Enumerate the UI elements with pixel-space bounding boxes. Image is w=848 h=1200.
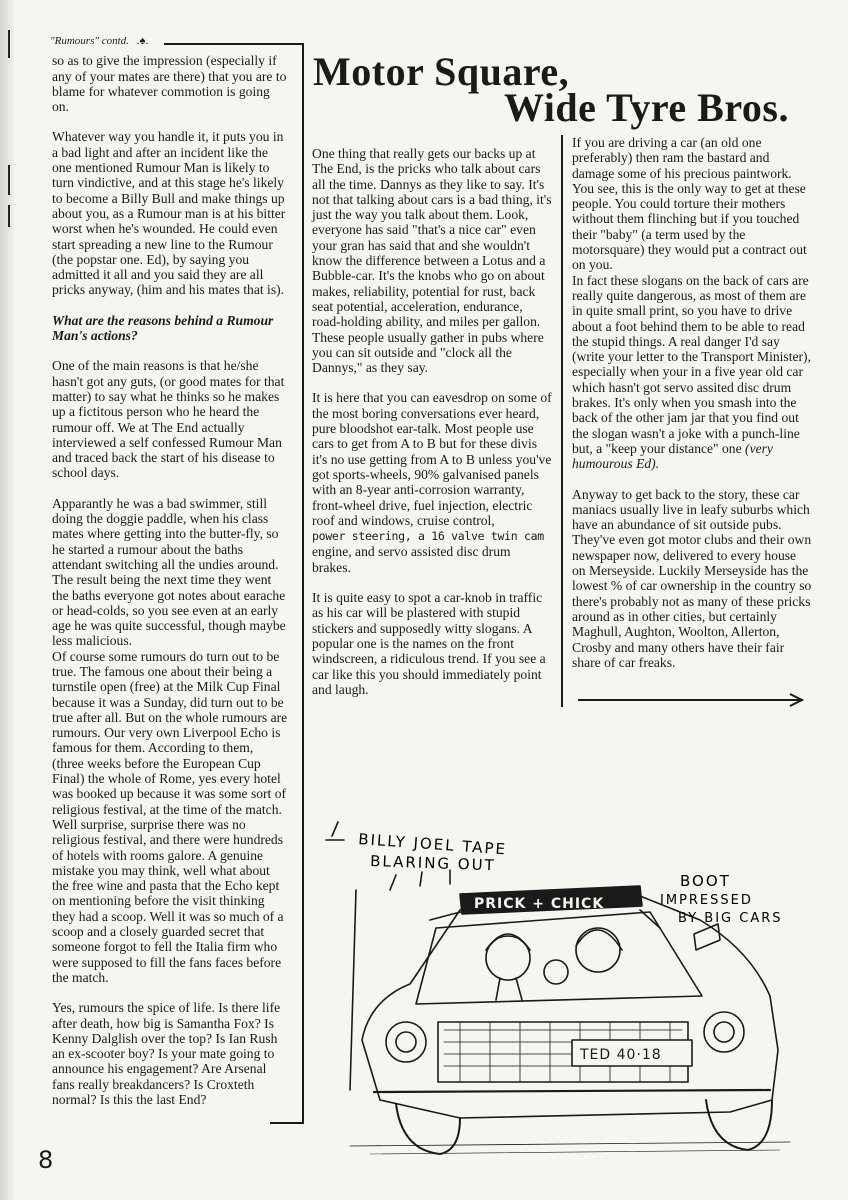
binding-mark [8, 165, 10, 195]
svg-text:BLARING OUT: BLARING OUT [369, 852, 497, 875]
svg-text:BILLY JOEL TAPE: BILLY JOEL TAPE [357, 830, 508, 859]
subheading: What are the reasons behind a Rumour Man's actions? [52, 312, 274, 344]
paragraph: One thing that really gets our backs up at The End, is the pricks who talk about cars all the time. Dannys as they like to say. It's not that talking about cars is a bad thing, it's just the way you talk about them. Look, everyone has said "that's a nice car" even your gran has said that and she wouldn't know the difference between a Lotus and a Bubble-car. It's the knobs who go on about makes, reliability, potential for rust, back seat potential, acceleration, endurance, road-holding ability, and miles per gallon. These people usually gather in pubs where you can sit outside and "clock all the Dannys," as they say. [312, 146, 552, 376]
paragraph: Whatever way you handle it, it puts you in a bad light and after an incident like the one mentioned Rumour Man is likely to turn vindictive, and at this stage he's likely to become a Billy Bull and make things up about you, as a Rumour man is at his bitter worst when he's wounded. He could even start spreading a new line to the Rumour (the popstar one. Ed), by saying you admitted it all and you said they are all pricks anyway, (him and his mates that is). [52, 129, 286, 298]
paragraph: Of course some rumours do turn out to be true. The famous one about their being a turnstile open (free) at the Milk Cup Final because it was a Sunday, did turn out to be true after all. But on the whole rumours are rumours. Our very own Liverpool Echo is famous for them. According to them, (three weeks before the European Cup Final) the whole of Rome, yes every hotel was booked up because it was some sort of religious festival, at the time of the match. Well surprise, surprise there was no religious festival, and there were hundreds of hotels with rooms galore. A genuine mistake you may think, well what about the free wine and pasta that the Echo kept on mentioning before the visit thinking they had a scoop. Well it was so much of a scoop and a closely guarded secret that someone forgot to fell the Italia firm who were supposed to fill the fans faces before the match. [52, 648, 288, 985]
article-column-middle [312, 146, 552, 712]
svg-text:IMPRESSED: IMPRESSED [660, 893, 753, 908]
paragraph: It is here that you can eavesdrop on some of the most boring conversations ever heard, pure bloodshot ear-talk. Most people use cars to get from A to B but for these divis it's no use getting from A to B unless you've got sports-wheels, 90% galvanised panels with an 8-year anti-corrosion warranty, front-wheel drive, fuel injection, electric roof and windows, cruise control, power steering, a 16 valve twin cam engine, and servo assisted disc drum brakes. [312, 390, 552, 575]
column-divider [561, 135, 563, 707]
article-column-right [572, 135, 812, 685]
continue-arrow-icon [578, 692, 806, 708]
page-number: 8 [38, 1146, 54, 1174]
paragraph: Anyway to get back to the story, these car maniacs usually live in leafy suburbs which have an abundance of sit outside pubs. They've even got motor clubs and their own newspaper now, delivered to every house on Merseyside. Luckily Merseyside has the lowest % of car ownership in the country so there's probably not as many of these pricks around as in other cities, but certainly Maghull, Aughton, Woolton, Allerton, Crosby and many others have their fair share of car freaks. [572, 486, 812, 670]
top-rule [164, 43, 304, 45]
paragraph: so as to give the impression (especially if any of your mates are there) that you are to blame for whatever commotion is going on. [52, 53, 287, 115]
column-divider [302, 43, 304, 1123]
number-plate: TED 40·18 [580, 1047, 662, 1063]
binding-spine [0, 0, 14, 1200]
bottom-rule [270, 1122, 304, 1124]
paragraph: Apparantly he was a bad swimmer, still doing the doggie paddle, when his class mates where getting into the butter-fly, so he started a rumour about the baths attendant switching all the undies around. The result being the next time they went the baths everyone got notes about earache or head-colds, so you see even at an early age he was quite successful, though maybe less malicious. [52, 495, 286, 649]
windscreen-banner: PRICK + CHICK [474, 896, 605, 912]
svg-text:BY BIG CARS: BY BIG CARS [678, 911, 783, 926]
cartoon-caption-left [358, 830, 508, 874]
paragraph: If you are driving a car (an old one preferably) then ram the bastard and damage some of his precious paintwork. You see, this is the only way to get at these people. You could torture their mothers without them flinching but if you touched their "baby" (a term used by the motorsquare) they would put a contract out on you. [572, 135, 807, 273]
binding-mark [8, 205, 10, 227]
svg-text:BOOT: BOOT [680, 872, 731, 890]
paragraph: In fact these slogans on the back of cars are really quite dangerous, as most of them are in quite small print, so you have to drive about a foot behind them to be able to read the stupid things. A real danger I'd say (write your letter to the Transport Minister), especially when your in a five year old car which hasn't got servo assited disc drum brakes. It's only when you smash into the back of the other jam jar that you find out the slogan wasn't a joke with a punch-line but, a "keep your distance" one (very humourous Ed). [572, 272, 811, 472]
cartoon-caption-right [660, 872, 783, 926]
paragraph: Yes, rumours the spice of life. Is there life after death, how big is Samantha Fox? Is Kenny Dalglish over the top? Is Ian Rush an ex-scooter boy? Is your mate going to announce his engagement? Are Arsenal fans really breakdancers? Is Croxteth normal? Is this the last End? [52, 1000, 281, 1107]
paragraph: It is quite easy to spot a car-knob in traffic as his car will be plastered with stupid stickers and supposedly witty slogans. A popular one is the names on the front windscreen, a ridiculous trend. If you see a car like this you should immediately point and laugh. [312, 590, 546, 697]
article-headline-line1: Motor Square, [313, 49, 570, 94]
binding-mark [8, 30, 10, 58]
continued-label: "Rumours" contd. .♠. [50, 35, 149, 47]
rumours-column [52, 34, 288, 1122]
car-cartoon [310, 800, 830, 1160]
car-sketch-image [310, 800, 830, 1160]
paragraph: One of the main reasons is that he/she hasn't got any guts, (or good mates for that matter) to say what he thinks so he makes up a fictitous person who he heard the rumour off. We at The End actually interviewed a self confessed Rumour Man and traced back the start of his disease to school days. [52, 358, 285, 481]
article-headline-line2: Wide Tyre Bros. [504, 85, 789, 130]
